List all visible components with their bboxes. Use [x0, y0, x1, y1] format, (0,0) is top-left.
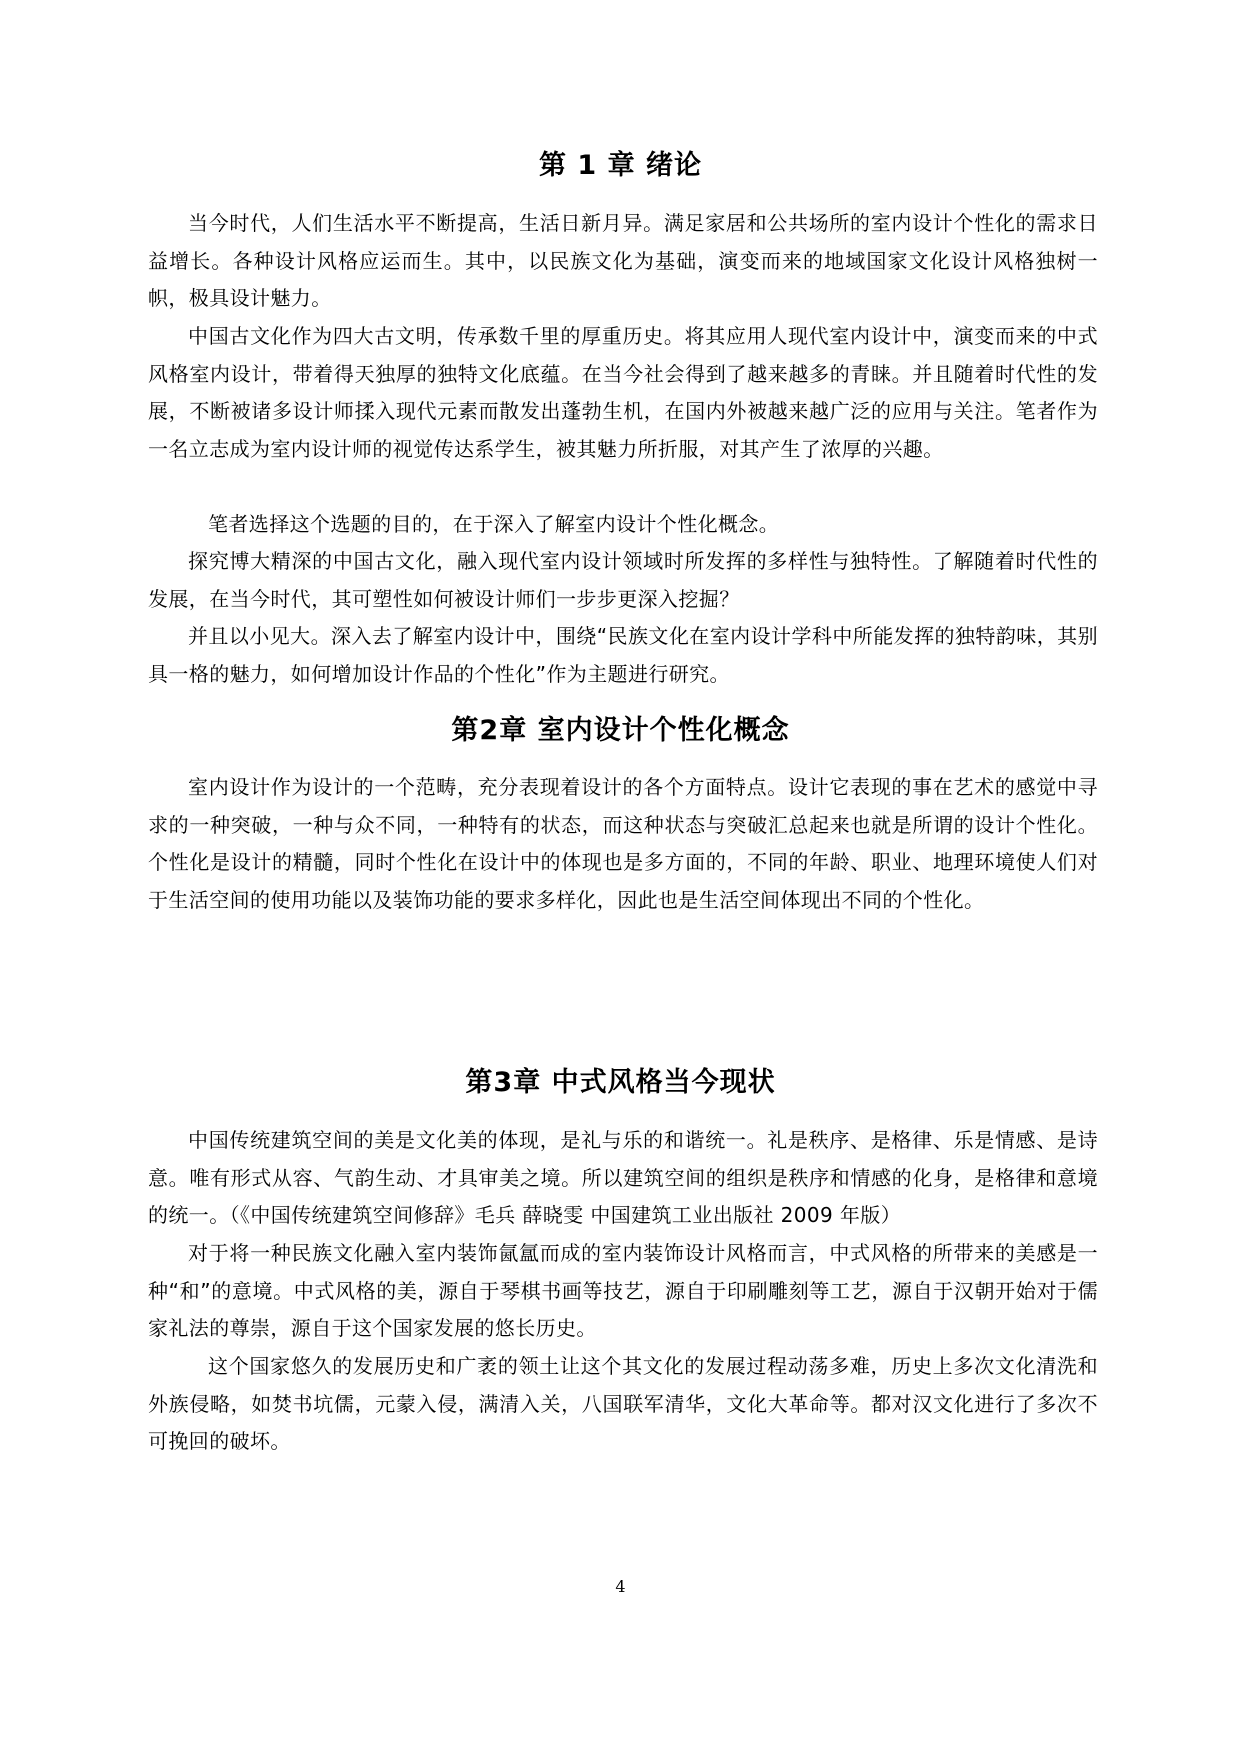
chapter-1-title: 第 1 章 绪论	[539, 150, 702, 181]
chapter-2-title: 第2章 室内设计个性化概念	[451, 715, 790, 746]
chapter-3-paragraph-3: 这个国家悠久的发展历史和广袤的领土让这个其文化的发展过程动荡多难，历史上多次文化清洗和外族侵略，如焚书坑儒，元蒙入侵，满清入关，八国联军清华，文化大革命等。都对汉文化进行了多次不可挽回的破坏。	[148, 1354, 1098, 1453]
chapter-3-title: 第3章 中式风格当今现状	[465, 1067, 776, 1098]
chapter-1-paragraph-5: 并且以小见大。深入去了解室内设计中，围绕“民族文化在室内设计学科中所能发挥的独特韵味，其别具一格的魅力，如何增加设计作品的个性化”作为主题进行研究。	[148, 624, 1098, 686]
chapter-1-paragraph-3: 笔者选择这个选题的目的，在于深入了解室内设计个性化概念。	[208, 512, 780, 536]
chapter-1-paragraph-2: 中国古文化作为四大古文明，传承数千里的厚重历史。将其应用人现代室内设计中，演变而来的中式风格室内设计，带着得天独厚的独特文化底蕴。在当今社会得到了越来越多的青睐。并且随着时代性的发展，不断被诸多设计师揉入现代元素而散发出蓬勃生机，在国内外被越来越广泛的应用与关注。笔者作为一名立志成为室内设计师的视觉传达系学生，被其魅力所折服，对其产生了浓厚的兴趣。	[148, 324, 1098, 461]
chapter-3-paragraph-1: 中国传统建筑空间的美是文化美的体现，是礼与乐的和谐统一。礼是秩序、是格律、乐是情感、是诗意。唯有形式从容、气韵生动、才具审美之境。所以建筑空间的组织是秩序和情感的化身，是格律和意境的统一。（《中国传统建筑空间修辞》毛兵 薛晓雯 中国建筑工业出版社 2009 年版）	[148, 1128, 1098, 1227]
page-number: 4	[615, 1577, 626, 1596]
chapter-3-paragraph-2: 对于将一种民族文化融入室内装饰氤氲而成的室内装饰设计风格而言，中式风格的所带来的美感是一种“和”的意境。中式风格的美，源自于琴棋书画等技艺，源自于印刷雕刻等工艺，源自于汉朝开始对于儒家礼法的尊崇，源自于这个国家发展的悠长历史。	[148, 1241, 1098, 1340]
chapter-1-paragraph-4: 探究博大精深的中国古文化，融入现代室内设计领域时所发挥的多样性与独特性。了解随着时代性的发展，在当今时代，其可塑性如何被设计师们一步步更深入挖掘？	[148, 549, 1098, 611]
chapter-2-paragraph-1: 室内设计作为设计的一个范畴，充分表现着设计的各个方面特点。设计它表现的事在艺术的感觉中寻求的一种突破，一种与众不同，一种特有的状态，而这种状态与突破汇总起来也就是所谓的设计个性化。个性化是设计的精髓，同时个性化在设计中的体现也是多方面的，不同的年龄、职业、地理环境使人们对于生活空间的使用功能以及装饰功能的要求多样化，因此也是生活空间体现出不同的个性化。	[148, 775, 1098, 912]
chapter-1-paragraph-1: 当今时代，人们生活水平不断提高，生活日新月异。满足家居和公共场所的室内设计个性化的需求日益增长。各种设计风格应运而生。其中，以民族文化为基础，演变而来的地域国家文化设计风格独树一帜，极具设计魅力。	[148, 211, 1098, 310]
